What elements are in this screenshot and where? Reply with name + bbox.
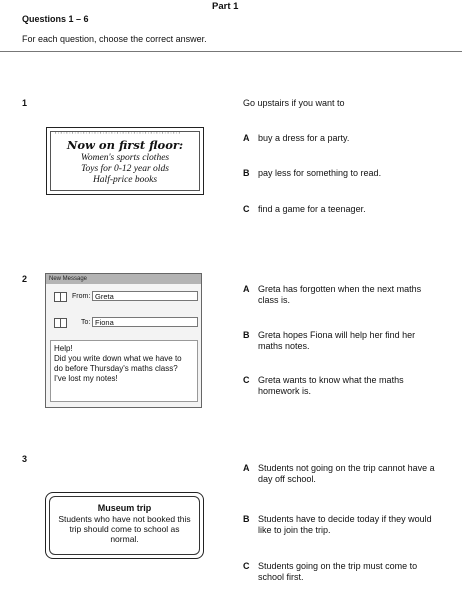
option-text-line: like to join the trip. xyxy=(258,525,331,535)
option-1c[interactable] xyxy=(243,204,455,215)
address-book-icon xyxy=(54,292,67,302)
to-field: Fiona xyxy=(92,317,198,327)
sign-line: Women's sports clothes xyxy=(80,153,170,163)
message-title-bar: New Message xyxy=(46,274,201,284)
option-letter: B xyxy=(243,168,250,178)
option-2b[interactable] xyxy=(243,330,455,352)
option-1a[interactable] xyxy=(243,133,455,144)
option-text-line: class is. xyxy=(258,295,291,305)
message-line: Did you write down what we have to xyxy=(54,354,182,363)
sign-line: Half-price books xyxy=(92,175,158,185)
option-text: buy a dress for a party. xyxy=(258,133,350,143)
option-3a[interactable] xyxy=(243,463,455,485)
option-letter: C xyxy=(243,375,250,385)
option-letter: B xyxy=(243,514,250,524)
to-label: To: xyxy=(81,319,91,326)
address-book-icon xyxy=(54,318,67,328)
message-line: do before Thursday's maths class? xyxy=(54,364,178,373)
message-line: I've lost my notes! xyxy=(54,374,118,383)
from-label: From: xyxy=(72,293,91,300)
option-letter: C xyxy=(243,204,250,214)
option-text: find a game for a teenager. xyxy=(258,204,366,214)
notice-line: Students who have not booked this xyxy=(58,514,191,524)
message-body xyxy=(50,340,198,402)
option-1b[interactable] xyxy=(243,168,455,179)
notice-line: trip should come to school as xyxy=(69,524,180,534)
message-line: Help! xyxy=(54,344,73,353)
notice-line: normal. xyxy=(110,534,139,544)
part-title: Part 1 xyxy=(212,1,239,12)
option-text-line: Students not going on the trip cannot have a xyxy=(258,463,435,473)
option-text-line: day off school. xyxy=(258,474,316,484)
option-text-line: homework is. xyxy=(258,386,312,396)
sign-border-pattern: ▪ ▫ ▪ ▫ ▪ ▫ ▪ ▫ ▪ ▫ ▪ ▫ ▪ ▫ ▪ ▫ ▪ ▫ ▪ ▫ ▪ ▫ ▪ ▫ ▪ ▫ ▪ ▫ ▪ ▫ ▪ ▫ ▪ ▫ ▪ ▫ ▪ ▫ ▪ ▫ ▪ ▫ ▪ ▫ ▪ xyxy=(55,131,181,135)
question-1-stem: Go upstairs if you want to xyxy=(243,98,345,108)
shop-sign-inner-border xyxy=(50,131,200,191)
option-text-line: maths notes. xyxy=(258,341,310,351)
option-text-line: Greta wants to know what the maths xyxy=(258,375,404,385)
notice-heading: Museum trip xyxy=(97,503,152,513)
option-2c[interactable] xyxy=(243,375,455,397)
option-letter: B xyxy=(243,330,250,340)
option-2a[interactable] xyxy=(243,284,455,306)
message-window xyxy=(45,273,202,408)
option-text-line: school first. xyxy=(258,572,304,582)
question-number-3: 3 xyxy=(22,454,28,464)
question-number-2: 2 xyxy=(22,274,28,284)
museum-notice xyxy=(45,492,204,559)
divider xyxy=(0,51,462,52)
question-number-1: 1 xyxy=(22,98,28,108)
option-text-line: Greta hopes Fiona will help her find her xyxy=(258,330,416,340)
from-field: Greta xyxy=(92,291,198,301)
sign-heading: Now on first floor: xyxy=(66,138,184,152)
option-3c[interactable] xyxy=(243,561,455,583)
option-3b[interactable] xyxy=(243,514,455,536)
option-letter: A xyxy=(243,463,250,473)
option-text-line: Students going on the trip must come to xyxy=(258,561,418,571)
notice-text xyxy=(48,514,201,544)
option-letter: A xyxy=(243,133,250,143)
sign-line: Toys for 0-12 year olds xyxy=(81,164,169,174)
option-text-line: Students have to decide today if they would xyxy=(258,514,432,524)
questions-heading: Questions 1 – 6 xyxy=(22,14,89,24)
option-text: pay less for something to read. xyxy=(258,168,382,178)
option-text-line: Greta has forgotten when the next maths xyxy=(258,284,422,294)
instruction-text: For each question, choose the correct answer. xyxy=(22,34,207,44)
option-letter: A xyxy=(243,284,250,294)
option-letter: C xyxy=(243,561,250,571)
shop-sign xyxy=(46,127,204,195)
